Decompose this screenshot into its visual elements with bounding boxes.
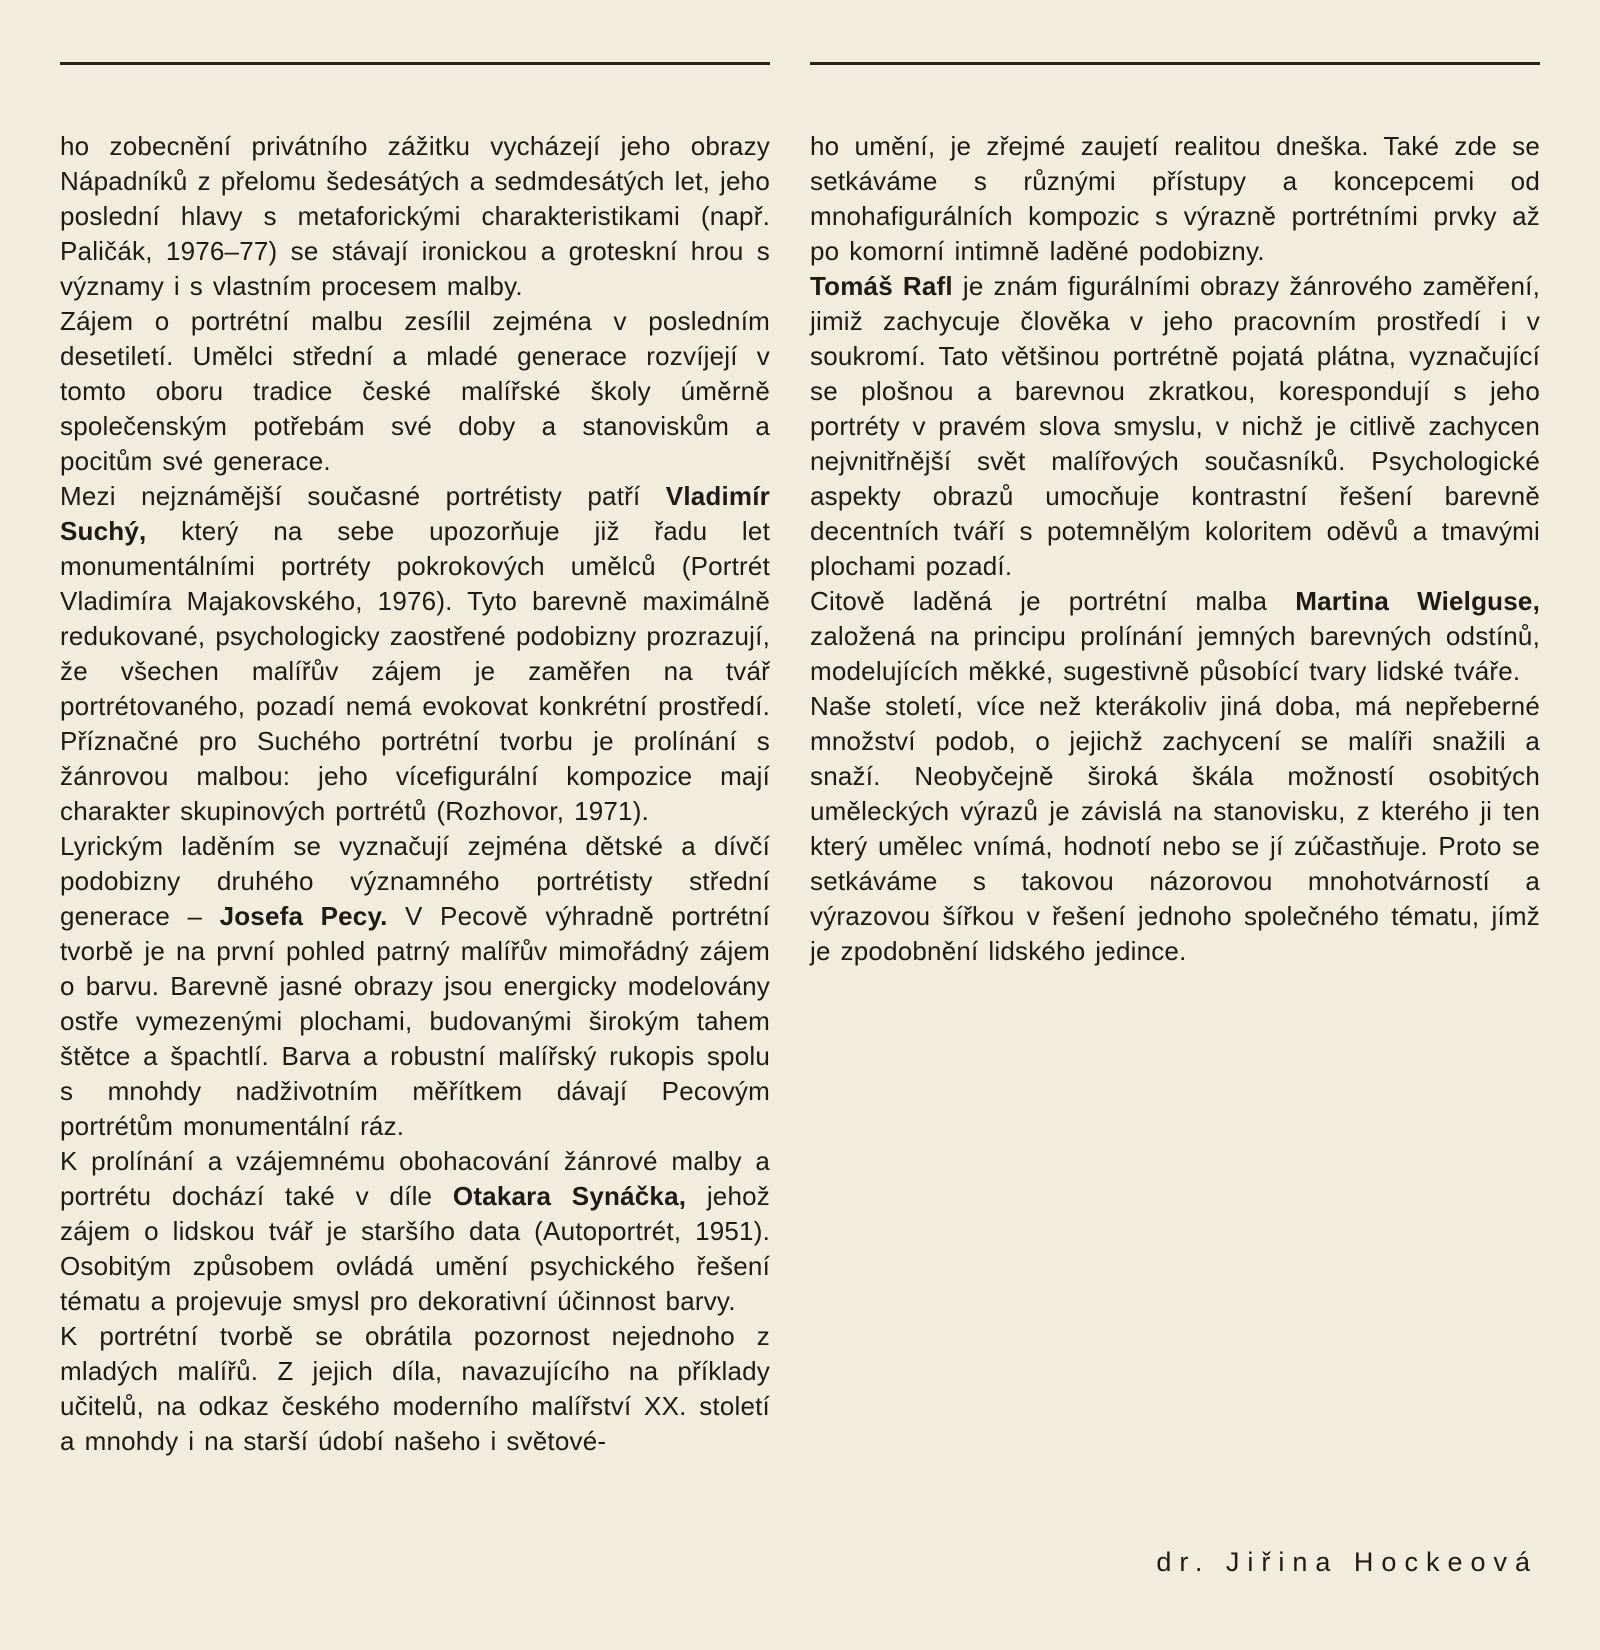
text-run: ho umění, je zřejmé zaujetí realitou dneška. Také zde se setkáváme s různými přístupy a koncepcemi od mnohafigurálních kompozic s výrazně portrétními prvky až po komorní intimně laděné podobizny. [810, 131, 1540, 266]
author-signature: dr. Jiřina Hockeová [1156, 1547, 1538, 1577]
paragraph [60, 829, 770, 1144]
text-run: Zájem o portrétní malbu zesílil zejména v posledním desetiletí. Umělci střední a mladé generace rozvíjejí v tomto oboru tradice české malířské školy úměrně společenským potřebám své doby a stanoviskům a pocitům své generace. [60, 306, 770, 476]
paragraph [60, 1319, 770, 1459]
text-run: Citově laděná je portrétní malba [810, 586, 1296, 616]
text-run: Mezi nejznámější současné portrétisty patří [60, 481, 666, 511]
text-run: který na sebe upozorňuje již řadu let monumentálními portréty pokrokových umělců (Portrét Vladimíra Majakovského, 1976). Tyto barevně maximálně redukované, psychologicky zaostřené podobizny prozrazují, že všechen malířův zájem je zaměřen na tvář portrétovaného, pozadí nemá evokovat konkrétní prostředí. Příznačné pro Suchého portrétní tvorbu je prolínání s žánrovou malbou: jeho vícefigurální kompozice mají charakter skupinových portrétů (Rozhovor, 1971). [60, 516, 770, 826]
paragraph [60, 129, 770, 304]
header-rules [60, 62, 1540, 65]
text-run: K prolínání a vzájemnému obohacování žánrové malby a portrétu dochází také v díle [60, 1146, 770, 1211]
text-run: K portrétní tvorbě se obrátila pozornost nejednoho z mladých malířů. Z jejich díla, navazujícího na příklady učitelů, na odkaz českého moderního malířství XX. století a mnohdy i na starší údobí našeho i světové- [60, 1321, 770, 1456]
text-run: Naše století, více než kterákoliv jiná doba, má nepřeberné množství podob, o jejichž zachycení se malíři snažili a snaží. Neobyčejně široká škála možností osobitých uměleckých výrazů je závislá na stanovisku, z kterého ji ten který umělec vnímá, hodnotí nebo se jí zúčastňuje. Proto se setkáváme s takovou názorovou mnohotvárností a výrazovou šířkou v řešení jednoho společného tématu, jímž je zpodobnění lidského jedince. [810, 691, 1540, 966]
paragraph [810, 129, 1540, 269]
left-column [60, 129, 770, 1459]
artist-name: Otakara Synáčka, [452, 1181, 687, 1211]
artist-name: Tomáš Rafl [810, 271, 953, 301]
text-run: založená na principu prolínání jemných barevných odstínů, modelujících měkké, sugestivně působící tvary lidské tváře. [810, 621, 1540, 686]
right-column-rule [810, 62, 1540, 65]
text-run: jehož zájem o lidskou tvář je staršího data (Autoportrét, 1951). Osobitým způsobem ovládá umění psychického řešení tématu a projevuje smysl pro dekorativní účinnost barvy. [60, 1181, 770, 1316]
text-columns [60, 129, 1540, 1459]
document-page [0, 62, 1600, 1650]
text-run: Lyrickým laděním se vyznačují zejména dětské a dívčí podobizny druhého významného portrétisty střední generace – [60, 831, 770, 931]
paragraph [60, 1144, 770, 1319]
text-run: V Pecově výhradně portrétní tvorbě je na první pohled patrný malířův mimořádný zájem o barvu. Barevně jasné obrazy jsou energicky modelovány ostře vymezenými plochami, budovanými širokým tahem štětce a špachtlí. Barva a robustní malířský rukopis spolu s mnohdy nadživotním měřítkem dávají Pecovým portrétům monumentální ráz. [60, 901, 771, 1141]
paragraph [810, 584, 1540, 689]
left-column-rule [60, 62, 770, 65]
artist-name: Josefa Pecy. [219, 901, 388, 931]
artist-name: Vladimír Suchý, [60, 481, 770, 546]
right-column [810, 129, 1540, 1459]
paragraph [60, 304, 770, 479]
artist-name: Martina Wielguse, [1295, 586, 1540, 616]
paragraph [60, 479, 770, 829]
paragraph [810, 269, 1540, 584]
text-run: ho zobecnění privátního zážitku vycházejí jeho obrazy Nápadníků z přelomu šedesátých a sedmdesátých let, jeho poslední hlavy s metaforickými charakteristikami (např. Paličák, 1976–77) se stávají ironickou a groteskní hrou s významy i s vlastním procesem malby. [60, 131, 770, 301]
text-run: je znám figurálními obrazy žánrového zaměření, jimiž zachycuje člověka v jeho pracovním prostředí i v soukromí. Tato většinou portrétně pojatá plátna, vyznačující se plošnou a barevnou zkratkou, korespondují s jeho portréty v pravém slova smyslu, v nichž je citlivě zachycen nejvnitřnější svět malířových současníků. Psychologické aspekty obrazů umocňuje kontrastní řešení barevně decentních tváří s potemnělým koloritem oděvů a tmavými plochami pozadí. [810, 271, 1540, 581]
paragraph [810, 689, 1540, 969]
